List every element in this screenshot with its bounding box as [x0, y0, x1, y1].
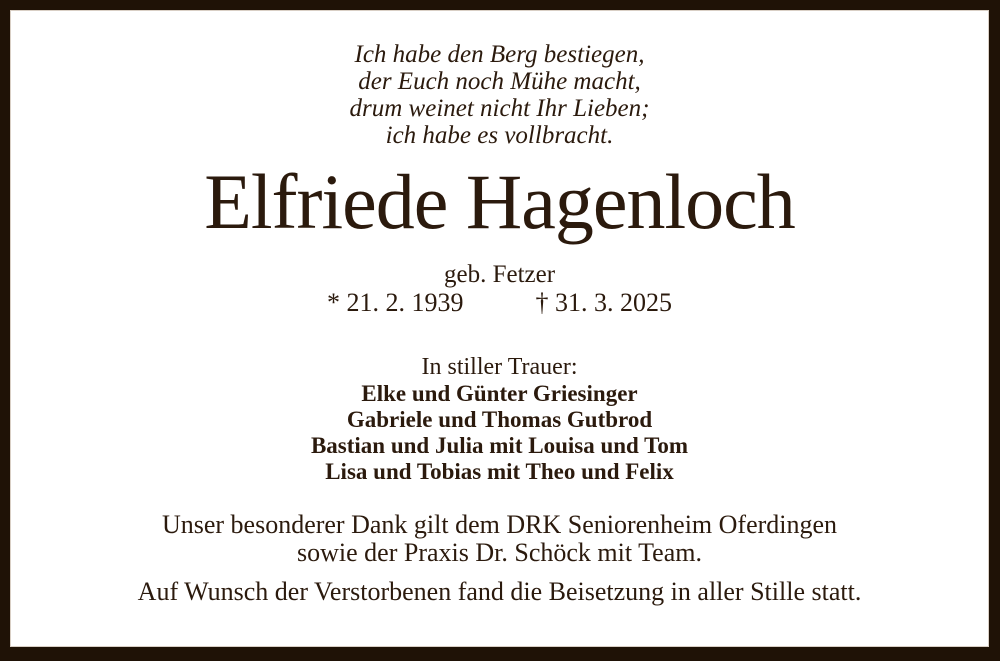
acknowledgement-text: [11, 511, 988, 567]
mourning-header: In stiller Trauer:: [421, 354, 578, 380]
mourner-line-3: Bastian und Julia mit Louisa und Tom: [310, 433, 689, 458]
poem-line-2: der Euch noch Mühe macht,: [358, 68, 641, 95]
life-dates: [11, 289, 988, 318]
mourner-line-4: Lisa und Tobias mit Theo und Felix: [325, 459, 674, 484]
epitaph-poem: [11, 41, 988, 149]
birth-date: * 21. 2. 1939: [327, 288, 464, 317]
maiden-name: geb. Fetzer: [443, 261, 556, 288]
poem-line-3: drum weinet nicht Ihr Lieben;: [349, 95, 650, 122]
deceased-name: Elfriede Hagenloch: [204, 158, 795, 245]
death-date: † 31. 3. 2025: [535, 288, 672, 317]
mourners-list: [11, 381, 988, 485]
poem-line-4: ich habe es vollbracht.: [385, 122, 614, 149]
closing-note: Auf Wunsch der Verstorbenen fand die Beisetzung in aller Stille statt.: [137, 577, 862, 606]
acknowledgement-line-2: sowie der Praxis Dr. Schöck mit Team.: [297, 538, 702, 567]
mourner-line-2: Gabriele und Thomas Gutbrod: [346, 407, 653, 432]
mourner-line-1: Elke und Günter Griesinger: [361, 381, 638, 406]
acknowledgement-line-1: Unser besonderer Dank gilt dem DRK Seniorenheim Oferdingen: [161, 510, 838, 539]
poem-line-1: Ich habe den Berg bestiegen,: [354, 41, 645, 68]
notice-content-area: [10, 10, 989, 647]
